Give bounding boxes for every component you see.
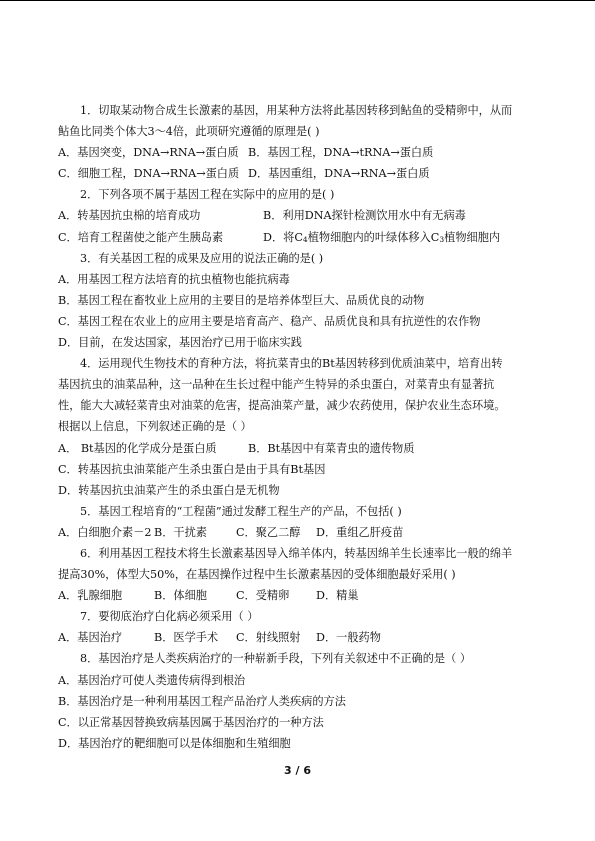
answer-option[interactable]: A． Bt基因的化学成分是蛋白质 (58, 441, 217, 455)
answer-option[interactable]: A．基因治疗可使人类遗传病得到根治 (58, 673, 246, 687)
question-stem-line: 鲇鱼比同类个体大3～4倍，此项研究遵循的原理是( ) (58, 125, 320, 139)
question-8 (58, 648, 544, 753)
top-rule (0, 0, 595, 1)
question-stem-line: 1．切取某动物合成生长激素的基因，用某种方法将此基因转移到鲇鱼的受精卵中，从而 (80, 104, 513, 117)
answer-option[interactable]: B．基因工程在畜牧业上应用的主要目的是培养体型巨大、品质优良的动物 (58, 293, 425, 307)
answer-option[interactable]: C．聚乙二醇 (236, 525, 301, 539)
option-row (58, 290, 544, 311)
option-row (58, 627, 544, 648)
answer-option[interactable]: D．精巢 (316, 589, 359, 603)
option-row (58, 332, 544, 353)
answer-option[interactable]: C．转基因抗虫油菜能产生杀虫蛋白是由于具有Bt基因 (58, 462, 326, 476)
question-1 (58, 100, 544, 184)
option-row (58, 670, 544, 691)
question-stem-line: 8．基因治疗是人类疾病治疗的一种崭新手段，下列有关叙述中不正确的是（ ） (80, 652, 472, 666)
answer-option[interactable]: C．受精卵 (236, 589, 290, 603)
page-number: 3 / 6 (284, 764, 311, 777)
option-row (58, 205, 544, 226)
option-row (58, 733, 544, 754)
answer-option[interactable]: A．基因治疗 (58, 631, 123, 645)
question-stem-line: 基因抗虫的油菜品种，这一品种在生长过程中能产生特异的杀虫蛋白，对菜青虫有显著抗 (58, 378, 495, 392)
answer-option[interactable]: D．基因治疗的靶细胞可以是体细胞和生殖细胞 (58, 736, 291, 750)
question-7 (58, 606, 544, 648)
option-row (58, 459, 544, 480)
answer-option[interactable]: B．医学手术 (154, 631, 219, 645)
answer-option[interactable]: C．细胞工程，DNA→RNA→蛋白质 (58, 167, 240, 181)
answer-option[interactable]: C．基因工程在农业上的应用主要是培育高产、稳产、品质优良和具有抗逆性的农作物 (58, 314, 481, 328)
answer-option[interactable]: C．培育工程菌使之能产生胰岛素 (58, 230, 224, 244)
answer-option[interactable]: B．利用DNA探针检测饮用水中有无病毒 (263, 209, 466, 223)
answer-option[interactable]: B．基因工程，DNA→tRNA→蛋白质 (248, 146, 434, 160)
question-3 (58, 248, 544, 353)
question-6 (58, 543, 544, 606)
option-row (58, 142, 544, 163)
option-row (58, 227, 544, 248)
answer-option[interactable]: C．射线照射 (236, 631, 301, 645)
question-2 (58, 184, 544, 247)
question-stem-line: 4．运用现代生物技术的育种方法，将抗菜青虫的Bt基因转移到优质油菜中，培育出转 (80, 357, 503, 371)
question-stem-line: 性，能大大减轻菜青虫对油菜的危害，提高油菜产量，减少农药使用，保护农业生态环境。 (58, 399, 506, 413)
answer-option[interactable]: A．基因突变，DNA→RNA→蛋白质 (58, 146, 239, 160)
answer-option[interactable]: D．将$C_4$植物细胞内的叶绿体移入$C_3$植物细胞内 (263, 230, 501, 244)
option-row (58, 311, 544, 332)
question-stem-line: 6．利用基因工程技术将生长激素基因导入绵羊体内，转基因绵羊生长速率比一般的绵羊 (80, 546, 513, 560)
answer-option[interactable]: A．乳腺细胞 (58, 589, 123, 603)
option-row (58, 522, 544, 543)
answer-option[interactable]: D．目前，在发达国家，基因治疗已用于临床实践 (58, 336, 302, 350)
option-row (58, 480, 544, 501)
question-5 (58, 501, 544, 543)
question-stem-line: 提高30%，体型大50%，在基因操作过程中生长激素基因的受体细胞最好采用( ) (58, 568, 456, 582)
answer-option[interactable]: B．Bt基因中有菜青虫的遗传物质 (248, 441, 415, 455)
option-row (58, 712, 544, 733)
answer-option[interactable]: B．体细胞 (154, 589, 207, 603)
answer-option[interactable]: D．基因重组，DNA→RNA→蛋白质 (248, 167, 430, 181)
question-stem-line: 7．要彻底治疗白化病必须采用（ ） (80, 610, 259, 624)
question-stem-line: 5．基因工程培育的“工程菌”通过发酵工程生产的产品，不包括( ) (80, 504, 402, 518)
answer-option[interactable]: D．重组乙肝疫苗 (316, 525, 404, 539)
answer-option[interactable]: B．干扰素 (154, 525, 207, 539)
option-row (58, 269, 544, 290)
answer-option[interactable]: A．用基因工程方法培育的抗虫植物也能抗病毒 (58, 272, 290, 286)
answer-option[interactable]: B．基因治疗是一种利用基因工程产品治疗人类疾病的方法 (58, 694, 346, 708)
question-stem-line: 根据以上信息，下列叙述正确的是（ ） (58, 420, 252, 434)
option-row (58, 438, 544, 459)
option-row (58, 163, 544, 184)
question-stem-line: 3．有关基因工程的成果及应用的说法正确的是( ) (80, 251, 324, 265)
answer-option[interactable]: A．白细胞介素－2 (58, 525, 152, 539)
question-4 (58, 353, 544, 501)
answer-option[interactable]: D．转基因抗虫油菜产生的杀虫蛋白是无机物 (58, 483, 280, 497)
option-row (58, 691, 544, 712)
option-row (58, 585, 544, 606)
answer-option[interactable]: D．一般药物 (316, 631, 381, 645)
answer-option[interactable]: C．以正常基因替换致病基因属于基因治疗的一种方法 (58, 715, 324, 729)
document-body (58, 100, 544, 754)
answer-option[interactable]: A．转基因抗虫棉的培育成功 (58, 209, 201, 223)
question-stem-line: 2．下列各项不属于基因工程在实际中的应用的是( ) (80, 188, 335, 202)
